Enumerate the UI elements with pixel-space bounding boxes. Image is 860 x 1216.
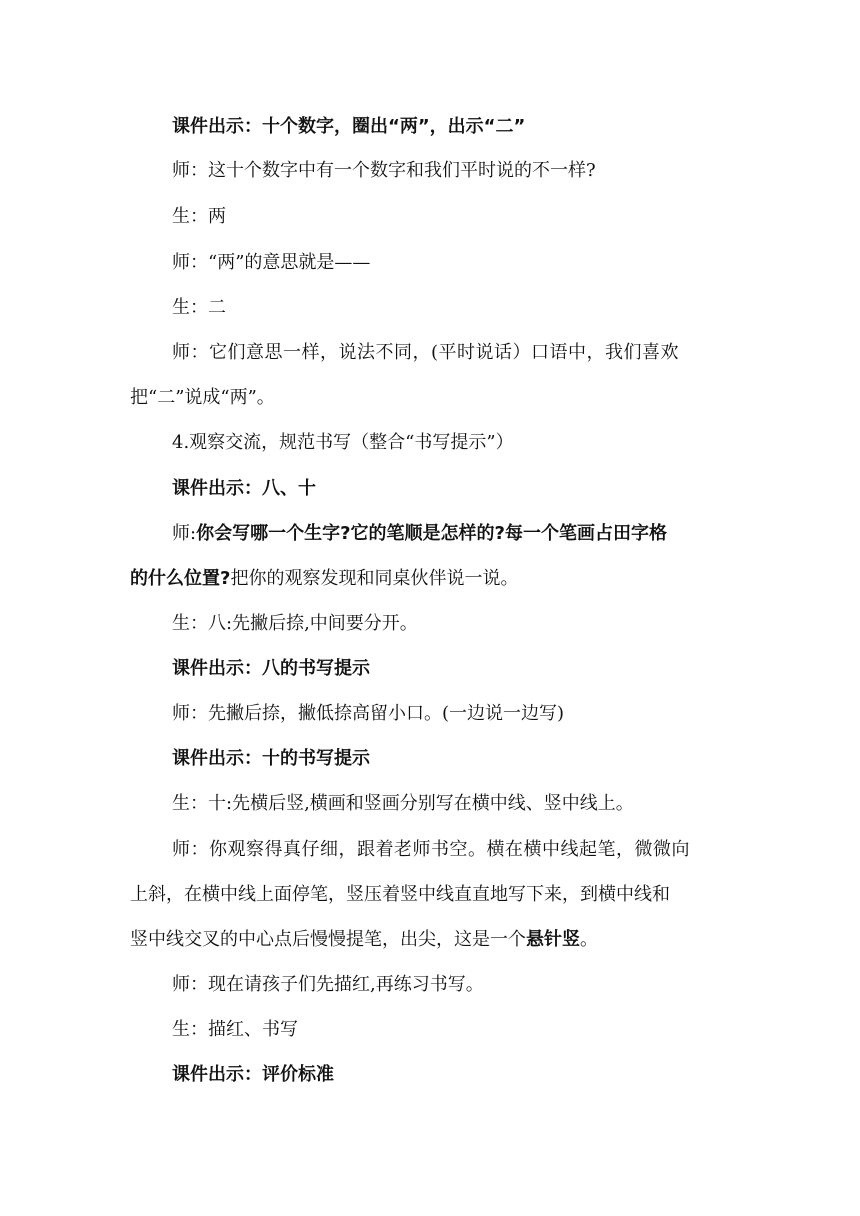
line-10 xyxy=(172,521,667,547)
line-21: 生：描红、书写 xyxy=(172,1019,298,1040)
line-2: 师：这十个数字中有一个数字和我们平时说的不一样? xyxy=(172,160,596,181)
line-5: 生：二 xyxy=(172,297,226,318)
line-1: 课件出示：十个数字，圈出“两”，出示“二” xyxy=(172,116,526,137)
line-14: 师：先撇后捺，撇低捺高留小口。(一边说一边写) xyxy=(172,703,565,724)
line-17: 师：你观察得真仔细，跟着老师书空。横在横中线起笔，微微向 xyxy=(172,839,690,860)
line-3: 生：两 xyxy=(172,206,226,227)
line-18: 上斜，在横中线上面停笔，竖压着竖中线直直地写下来，到横中线和 xyxy=(130,884,670,905)
line-10-body: 你会写哪一个生字?它的笔顺是怎样的?每一个笔画占田字格 xyxy=(196,523,667,544)
line-11-prefix: 的什么位置? xyxy=(130,568,231,589)
line-15: 课件出示：十的书写提示 xyxy=(172,748,370,769)
line-22: 课件出示：评价标准 xyxy=(172,1064,334,1085)
line-19 xyxy=(130,927,598,953)
line-16: 生：十:先横后竖,横画和竖画分别写在横中线、竖中线上。 xyxy=(172,793,634,814)
line-4: 师：“两”的意思就是—— xyxy=(172,252,371,273)
line-20: 师：现在请孩子们先描红,再练习书写。 xyxy=(172,974,484,995)
line-12: 生：八:先撇后捺,中间要分开。 xyxy=(172,613,418,634)
line-11-body: 把你的观察发现和同桌伙伴说一说。 xyxy=(230,568,519,589)
line-9: 课件出示：八、十 xyxy=(172,478,316,499)
line-19-body: 竖中线交叉的中心点后慢慢提笔，出尖，这是一个 xyxy=(130,929,526,950)
line-8: 4.观察交流，规范书写（整合“书写提示”） xyxy=(172,432,514,453)
line-6: 师：它们意思一样，说法不同，(平时说话）口语中，我们喜欢 xyxy=(172,342,680,363)
line-13: 课件出示：八的书写提示 xyxy=(172,658,370,679)
line-7: 把“二”说成“两”。 xyxy=(130,387,275,408)
line-19-suffix: 。 xyxy=(580,929,598,950)
line-11 xyxy=(130,566,518,592)
line-10-prefix: 师: xyxy=(172,523,197,544)
line-19-emphasis: 悬针竖 xyxy=(526,929,580,950)
